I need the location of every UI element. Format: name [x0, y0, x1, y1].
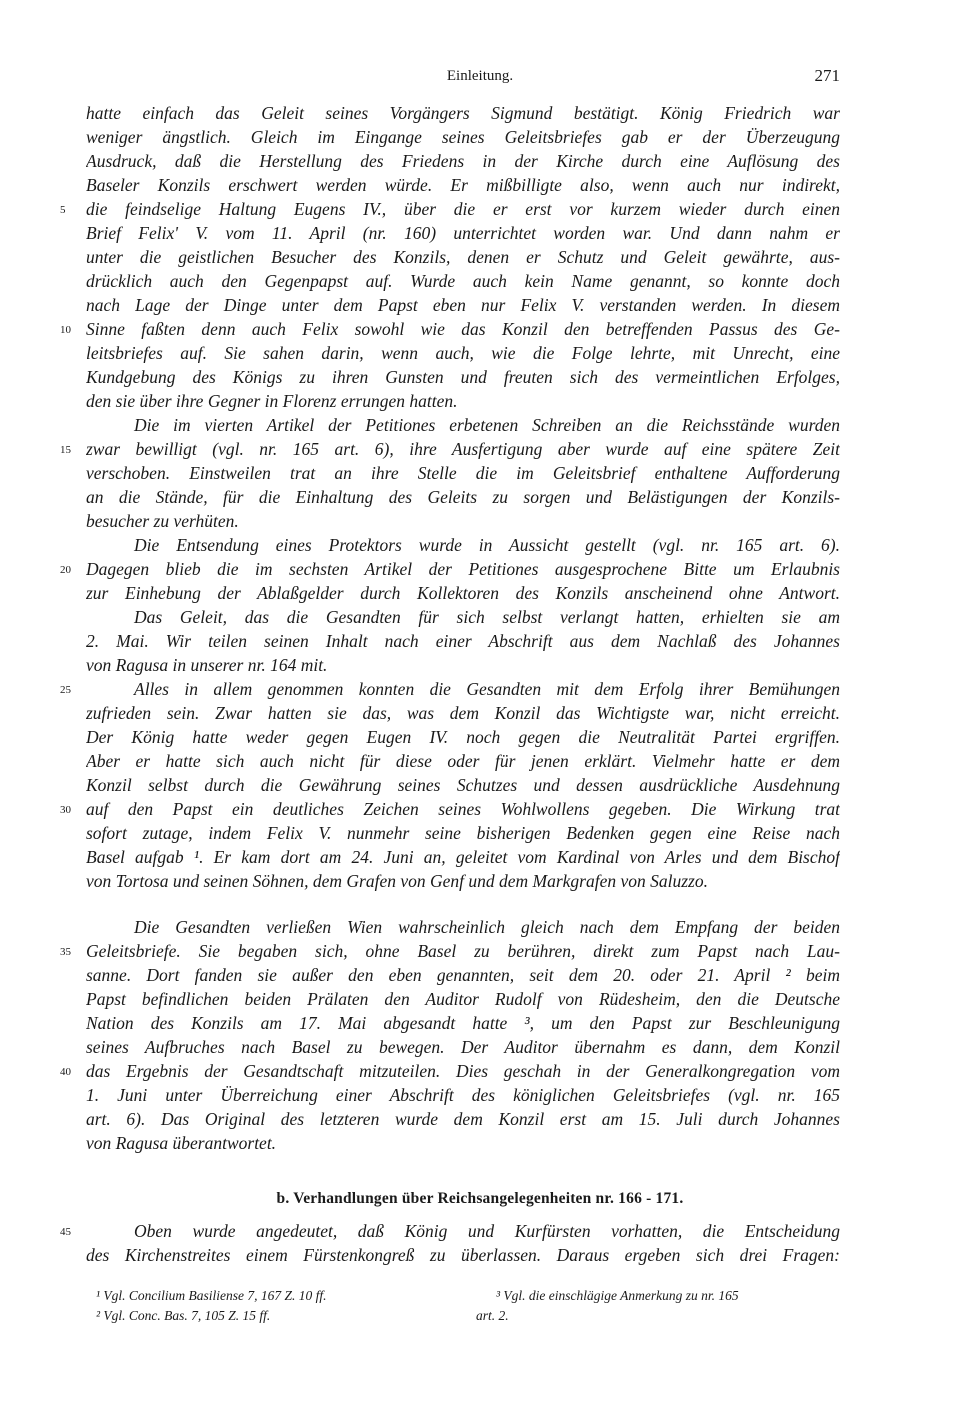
text-line: Oben wurde angedeutet, daß König und Kurfürsten vorhatten, die Entscheidung	[134, 1221, 840, 1241]
text-line: weniger ängstlich. Gleich im Eingange seines Geleitsbriefes gab er der Überzeugung	[86, 127, 840, 147]
text-line: Basel aufgab ¹. Er kam dort am 24. Juni an, geleitet vom Kardinal von Arles und dem Bischof	[86, 847, 840, 867]
text-line: sofort zutage, indem Felix V. nunmehr seine bisherigen Bedenken gegen eine Reise nach	[86, 823, 840, 843]
text-line: den sie über ihre Gegner in Florenz errungen hatten.	[86, 391, 458, 411]
line-number: 25	[60, 684, 71, 696]
line-number: 20	[60, 564, 71, 576]
text-line: Geleitsbriefe. Sie begaben sich, ohne Basel zu berühren, direkt zum Papst nach Lau-	[86, 941, 840, 961]
line-number: 35	[60, 946, 71, 958]
text-line: Die im vierten Artikel der Petitiones erbetenen Schreiben an die Reichsstände wurden	[134, 415, 840, 435]
text-line: zwar bewilligt (vgl. nr. 165 art. 6), ihre Ausfertigung aber wurde auf eine spätere Zeit	[86, 439, 840, 459]
line-number: 40	[60, 1066, 71, 1078]
text-line: Konzil selbst durch die Gewährung seines Schutzes und dessen ausdrückliche Ausdehnung	[86, 775, 840, 795]
text-line: zufrieden sein. Zwar hatten sie das, was dem Konzil das Wichtigste war, nicht erreicht.	[86, 703, 840, 723]
text-line: Die Entsendung eines Protektors wurde in Aussicht gestellt (vgl. nr. 165 art. 6).	[134, 535, 840, 555]
text-line: sanne. Dort fanden sie außer den eben genannten, seit dem 20. oder 21. April ² beim	[86, 965, 840, 985]
text-line: auf den Papst ein deutliches Zeichen seines Wohlwollens gegeben. Die Wirkung trat	[86, 799, 840, 819]
text-line: von Tortosa und seinen Söhnen, dem Grafen von Genf und dem Markgrafen von Saluzzo.	[86, 871, 708, 891]
text-line: verschoben. Einstweilen trat an ihre Stelle die im Geleitsbrief enthaltene Aufforderung	[86, 463, 840, 483]
text-line: von Ragusa in unserer nr. 164 mit.	[86, 655, 328, 675]
text-line: Dagegen blieb die im sechsten Artikel der Petitiones ausgesprochene Bitte um Erlaubnis	[86, 559, 840, 579]
text-line: Alles in allem genommen konnten die Gesandten mit dem Erfolg ihrer Bemühungen	[134, 679, 840, 699]
page-number: 271	[814, 66, 840, 85]
footnote-3: ³ Vgl. die einschlägige Anmerkung zu nr. 165	[496, 1288, 739, 1303]
text-line: nach Lage der Dinge unter dem Papst eben nur Felix V. verstanden werden. In diesem	[86, 295, 840, 315]
footnote-1: ¹ Vgl. Concilium Basiliense 7, 167 Z. 10 ff.	[96, 1288, 327, 1303]
line-number: 10	[60, 324, 71, 336]
footnote-2: ² Vgl. Conc. Bas. 7, 105 Z. 15 ff.	[96, 1308, 271, 1323]
text-line: drücklich auch den Gegenpapst auf. Wurde auch kein Name genannt, so konnte doch	[86, 271, 840, 291]
text-line: Ausdruck, daß die Herstellung des Friedens in der Kirche durch eine Auflösung des	[86, 151, 840, 171]
text-line: Aber er hatte sich auch nicht für diese oder für jenen erklärt. Vielmehr hatte er dem	[86, 751, 840, 771]
footnote-3-continued: art. 2.	[476, 1308, 509, 1323]
text-line: Kundgebung des Königs zu ihren Gunsten und freuten sich des vermeintlichen Erfolges,	[86, 367, 840, 387]
text-line: Die Gesandten verließen Wien wahrscheinlich gleich nach dem Empfang der beiden	[134, 917, 840, 937]
text-line: an die Stände, für die Einhaltung des Geleits zu sorgen und Belästigungen der Konzils-	[86, 487, 840, 507]
text-line: Sinne faßten denn auch Felix sowohl wie das Konzil den betreffenden Passus des Ge-	[86, 319, 840, 339]
text-line: hatte einfach das Geleit seines Vorgängers Sigmund bestätigt. König Friedrich war	[86, 103, 840, 123]
line-number: 30	[60, 804, 71, 816]
running-header-title: Einleitung.	[446, 68, 514, 84]
text-line: das Ergebnis der Gesandtschaft mitzuteilen. Dies geschah in der Generalkongregation vom	[86, 1061, 840, 1081]
text-line: leitsbriefes auf. Sie sahen darin, wenn auch, wie die Folge lehrte, mit Unrecht, eine	[86, 343, 840, 363]
text-line: Der König hatte weder gegen Eugen IV. noch gegen die Neutralität Partei ergriffen.	[86, 727, 840, 747]
line-number: 45	[60, 1226, 71, 1238]
line-number: 15	[60, 444, 71, 456]
text-line: Papst befindlichen beiden Prälaten den Auditor Rudolf von Rüdesheim, den die Deutsche	[86, 989, 840, 1009]
text-line: 2. Mai. Wir teilen seinen Inhalt nach einer Abschrift aus dem Nachlaß des Johannes	[86, 631, 840, 651]
text-line: art. 6). Das Original des letzteren wurde dem Konzil erst am 15. Juli durch Johannes	[86, 1109, 840, 1129]
text-line: Baseler Konzils erschwert werden würde. Er mißbilligte also, wenn auch nur indirekt,	[86, 175, 840, 195]
text-line: besucher zu verhüten.	[86, 511, 239, 531]
section-heading: b. Verhandlungen über Reichsangelegenheiten nr. 166 - 171.	[276, 1190, 684, 1207]
text-line: unter die geistlichen Besucher des Konzils, denen er Schutz und Geleit gewährte, aus-	[86, 247, 840, 267]
text-line: 1. Juni unter Überreichung einer Abschrift des königlichen Geleitsbriefes (vgl. nr. 165	[86, 1085, 840, 1105]
text-line: seines Aufbruches nach Basel zu bewegen. Der Auditor übernahm es dann, dem Konzil	[86, 1037, 840, 1057]
text-line: Das Geleit, das die Gesandten für sich selbst verlangt hatten, erhielten sie am	[134, 607, 840, 627]
text-line: des Kirchenstreites einem Fürstenkongreß zu überlassen. Daraus ergeben sich drei Fragen:	[86, 1245, 840, 1265]
text-line: Nation des Konzils am 17. Mai abgesandt hatte ³, um den Papst zur Beschleunigung	[86, 1013, 840, 1033]
text-line: zur Einhebung der Ablaßgelder durch Kollektoren des Konzils anscheinend ohne Antwort.	[86, 583, 840, 603]
text-line: die feindselige Haltung Eugens IV., über die er erst vor kurzem wieder durch einen	[86, 199, 840, 219]
line-number: 5	[60, 204, 66, 216]
text-line: von Ragusa überantwortet.	[86, 1133, 277, 1153]
text-line: Brief Felix' V. vom 11. April (nr. 160) unterrichtet worden war. Und dann nahm er	[86, 223, 840, 243]
